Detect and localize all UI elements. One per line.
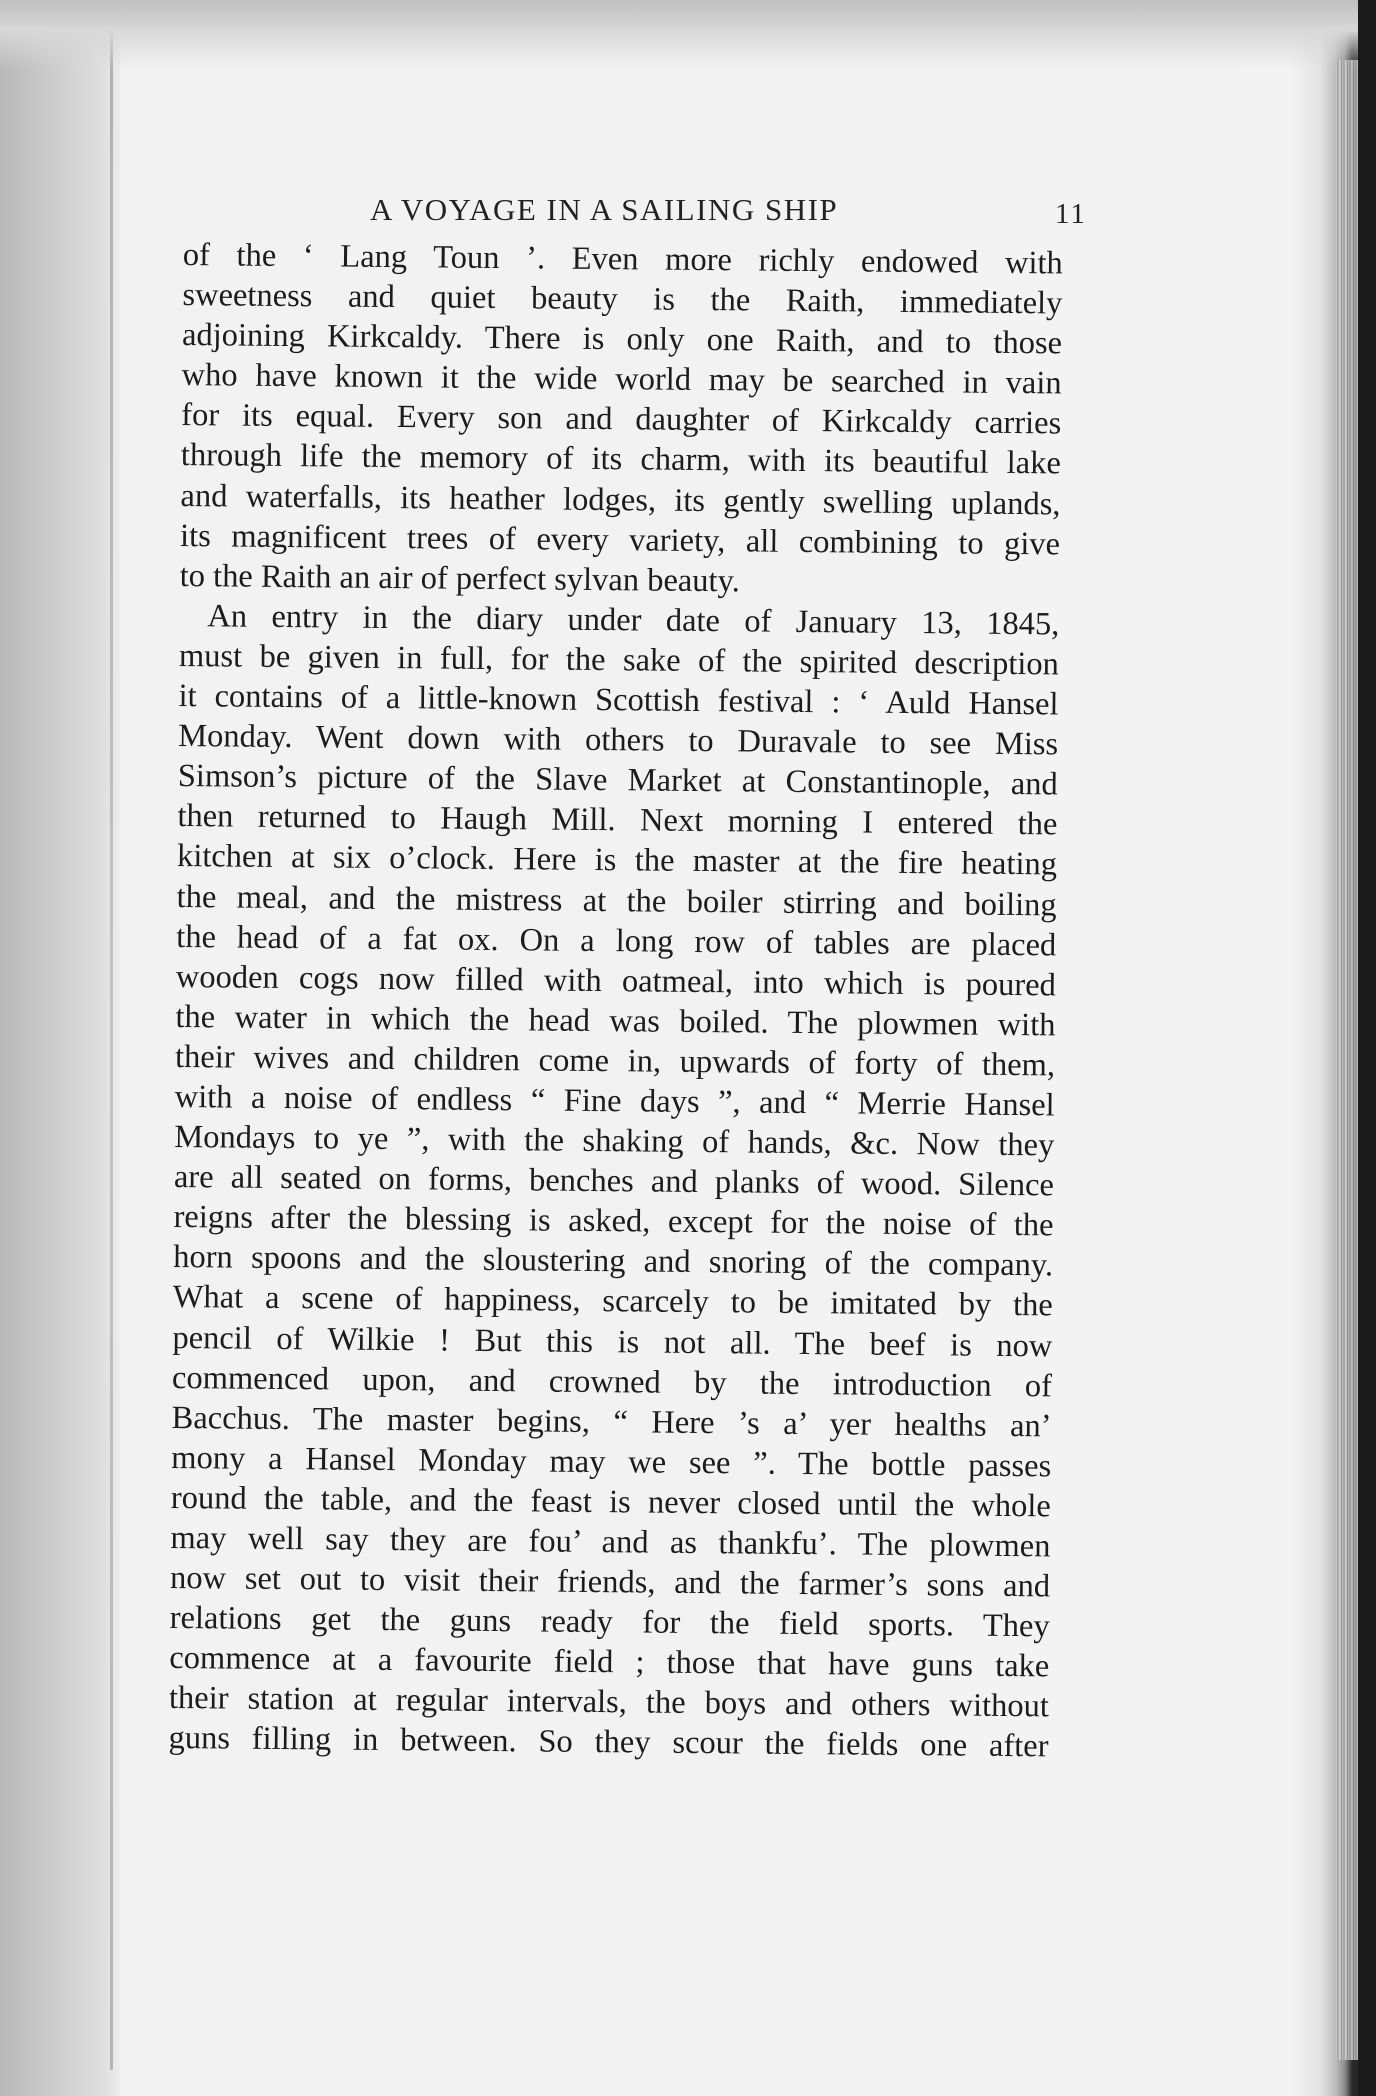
text-line: wooden cogs now filled with oatmeal, into which is poured	[175, 958, 1057, 1004]
text-line: kitchen at six o’clock. Here is the master at the fire heating	[176, 838, 1058, 883]
text-line: Mondays to ye ”, with the shaking of hands, &c. Now they	[174, 1119, 1055, 1164]
text-line: sweetness and quiet beauty is the Raith, immediately	[182, 277, 1063, 322]
text-line: the head of a fat ox. On a long row of tables are placed	[176, 918, 1057, 964]
page-number: 11	[1055, 198, 1087, 230]
text-line: horn spoons and the sloustering and snoring of the company.	[173, 1239, 1054, 1284]
body-text	[168, 235, 1063, 1767]
text-line: through life the memory of its charm, with its beautiful lake	[180, 437, 1062, 482]
text-line: round the table, and the feast is never closed until the whole	[170, 1479, 1052, 1525]
text-line: who have known it the wide world may be searched in vain	[181, 357, 1062, 402]
text-line: An entry in the diary under date of January 13, 1845,	[207, 598, 1060, 643]
text-line: to the Raith an air of perfect sylvan beauty.	[179, 557, 741, 600]
text-line: their wives and children come in, upwards of forty of them,	[174, 1038, 1056, 1084]
text-line: may well say they are fou’ and as thankfu’. The plowmen	[170, 1519, 1051, 1565]
text-line: commenced upon, and crowned by the introduction of	[171, 1359, 1053, 1405]
text-line: must be given in full, for the sake of the spirited description	[178, 637, 1060, 683]
text-line: relations get the guns ready for the field sports. They	[169, 1600, 1050, 1645]
text-line: the water in which the head was boiled. The plowmen with	[175, 998, 1056, 1044]
text-line: with a noise of endless “ Fine days ”, and “ Merrie Hansel	[174, 1078, 1055, 1124]
book-page	[120, 60, 1335, 2070]
book-gutter	[110, 30, 113, 2070]
left-page-edge	[0, 0, 120, 2096]
text-line: pencil of Wilkie ! But this is not all. The beef is now	[172, 1319, 1053, 1364]
text-line: now set out to visit their friends, and the farmer’s sons and	[169, 1560, 1051, 1605]
text-line: and waterfalls, its heather lodges, its gently swelling uplands,	[180, 477, 1061, 522]
right-background-edge	[1358, 0, 1376, 2096]
text-line: commence at a favourite field ; those that have guns take	[169, 1640, 1050, 1685]
text-line: reigns after the blessing is asked, except for the noise of the	[173, 1199, 1054, 1244]
text-line: Simson’s picture of the Slave Market at Constantinople, and	[177, 758, 1058, 803]
text-line: then returned to Haugh Mill. Next morning I entered the	[177, 798, 1058, 843]
text-line: for its equal. Every son and daughter of Kirkcaldy carries	[181, 397, 1062, 442]
text-line: of the ‘ Lang Toun ’. Even more richly endowed with	[182, 236, 1063, 282]
text-line: are all seated on forms, benches and planks of wood. Silence	[173, 1159, 1055, 1204]
text-line: its magnificent trees of every variety, all combining to give	[179, 517, 1061, 563]
text-line: mony a Hansel Monday may we see ”. The bottle passes	[171, 1439, 1052, 1485]
text-line: their station at regular intervals, the boys and others without	[168, 1680, 1050, 1725]
text-line: Bacchus. The master begins, “ Here ’s a’ yer healths an’	[171, 1399, 1052, 1445]
text-line: adjoining Kirkcaldy. There is only one Raith, and to those	[181, 317, 1063, 362]
text-line: the meal, and the mistress at the boiler stirring and boiling	[176, 878, 1057, 923]
text-line: guns filling in between. So they scour the fields one after	[168, 1720, 1049, 1765]
text-line: Monday. Went down with others to Duravale to see Miss	[178, 718, 1059, 763]
running-head: A VOYAGE IN A SAILING SHIP	[370, 192, 839, 227]
text-line: it contains of a little-known Scottish festival : ‘ Auld Hansel	[178, 678, 1059, 723]
text-line: What a scene of happiness, scarcely to be imitated by the	[172, 1279, 1053, 1324]
